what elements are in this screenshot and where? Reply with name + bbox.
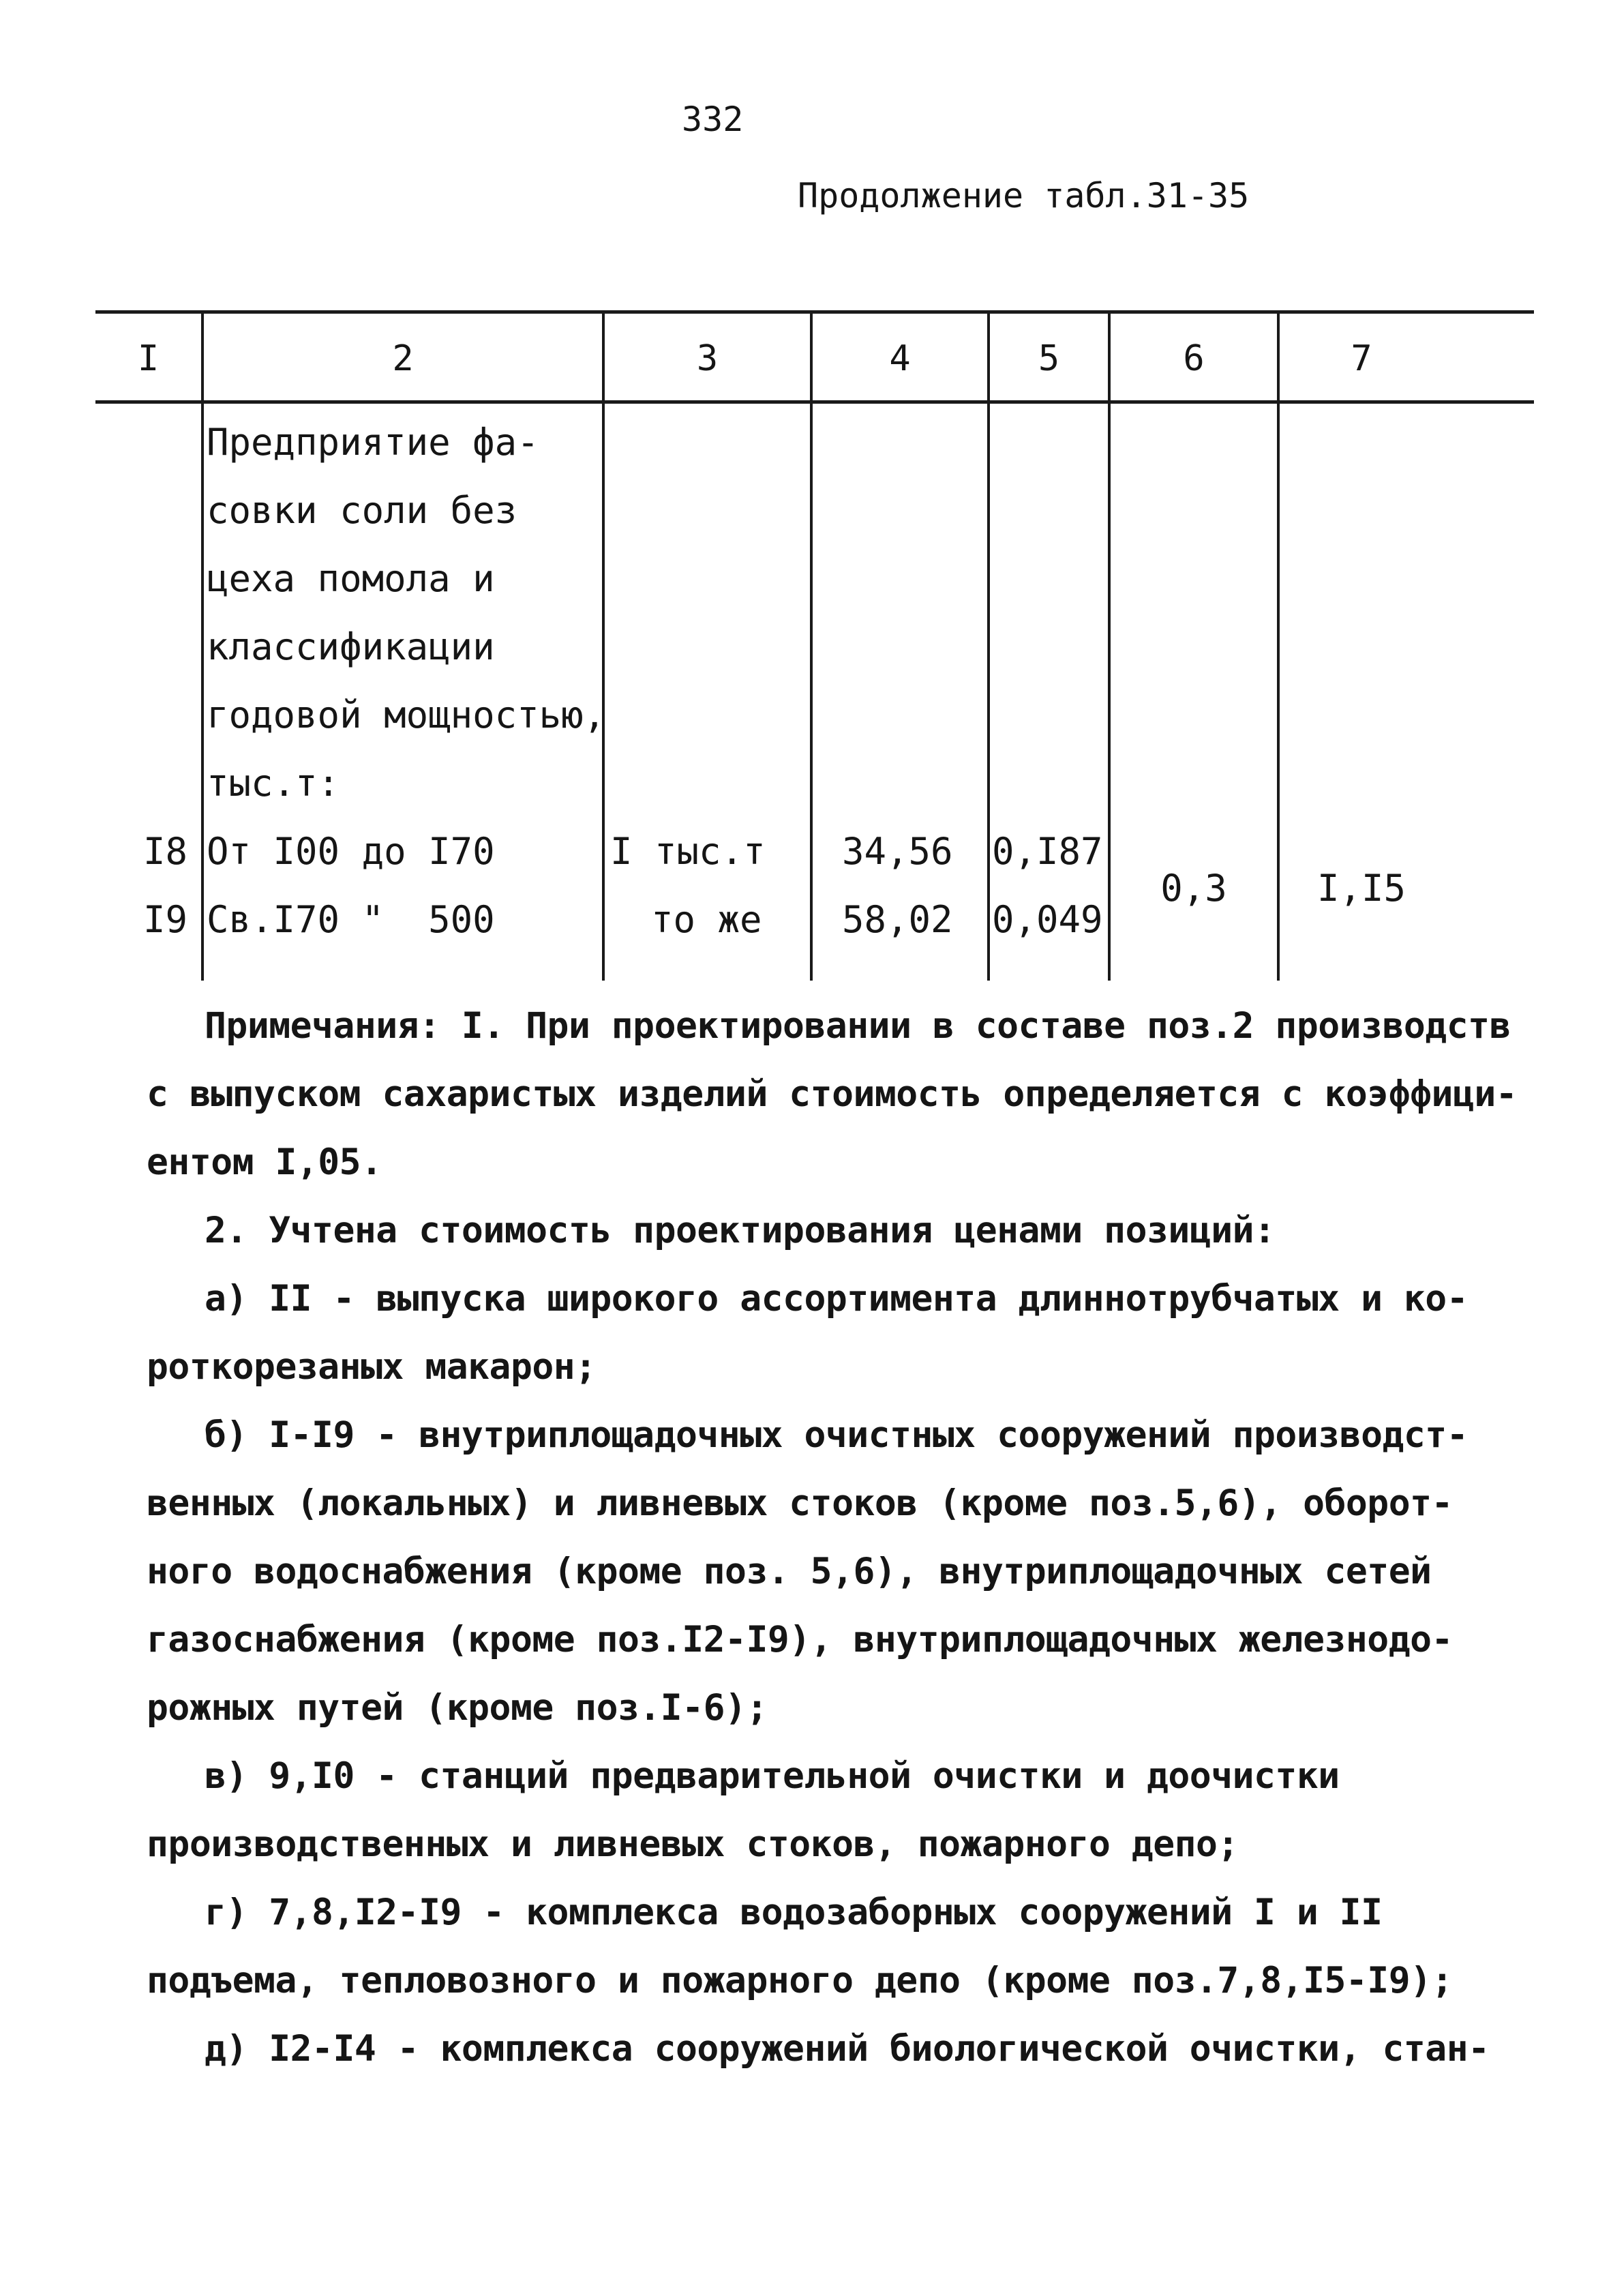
description-line: Предприятие фа- — [207, 421, 539, 464]
table-row-cost: 34,56 — [842, 830, 953, 873]
column-header-5: 5 — [1038, 338, 1060, 379]
note-line: а) II - выпуска широкого ассортимента длиннотрубчатых и ко- — [205, 1278, 1469, 1320]
column-header-3: 3 — [696, 338, 719, 379]
column-header-7: 7 — [1351, 338, 1372, 379]
merged-cell-col6: 0,3 — [1160, 867, 1227, 910]
table-row-number: I8 — [143, 830, 188, 873]
note-line: с выпуском сахаристых изделий стоимость определяется с коэффици- — [147, 1073, 1518, 1115]
description-line: совки соли без — [207, 489, 517, 532]
table-row-cost: 58,02 — [842, 898, 953, 941]
description-line: годовой мощностью, — [207, 694, 606, 736]
note-line: ентом I,05. — [147, 1142, 382, 1183]
column-divider — [987, 314, 990, 981]
description-line: тыс.т: — [207, 762, 340, 805]
note-line: газоснабжения (кроме поз.I2-I9), внутриплощадочных железнодо- — [147, 1619, 1453, 1660]
table-row-coefficient: 0,I87 — [992, 830, 1103, 873]
merged-cell-col7: I,I5 — [1316, 867, 1406, 910]
column-divider — [810, 314, 813, 981]
column-header-4: 4 — [889, 338, 911, 379]
column-header-6: 6 — [1183, 338, 1205, 379]
note-line: рожных путей (кроме поз.I-6); — [147, 1687, 768, 1729]
table-row-number: I9 — [143, 898, 188, 941]
table-row-unit: I тыс.т — [610, 830, 766, 873]
note-line: Примечания: I. При проектировании в составе поз.2 производств — [205, 1005, 1511, 1047]
note-line: 2. Учтена стоимость проектирования ценами позиций: — [205, 1210, 1276, 1251]
table-header-rule — [95, 400, 1534, 404]
column-header-2: 2 — [392, 338, 414, 379]
column-divider — [201, 314, 204, 981]
note-line: в) 9,I0 - станций предварительной очистки и доочистки — [205, 1755, 1340, 1797]
table-row-coefficient: 0,049 — [992, 898, 1103, 941]
table-continuation-label: Продолжение табл.31-35 — [798, 176, 1250, 215]
note-line: г) 7,8,I2-I9 - комплекса водозаборных сооружений I и II — [205, 1892, 1383, 1933]
table-row-name: От I00 до I70 — [207, 830, 495, 873]
description-line: цеха помола и — [207, 557, 495, 600]
table-row-name: Св.I70 " 500 — [207, 898, 495, 941]
page-number: 332 — [682, 100, 744, 139]
column-divider — [602, 314, 605, 981]
column-header-1: I — [137, 338, 160, 379]
table-row-unit: то же — [651, 898, 762, 941]
note-line: подъема, тепловозного и пожарного депо (кроме поз.7,8,I5-I9); — [147, 1960, 1453, 2001]
note-line: производственных и ливневых стоков, пожарного депо; — [147, 1823, 1239, 1865]
table-top-rule — [95, 310, 1534, 314]
note-line: д) I2-I4 - комплекса сооружений биологической очистки, стан- — [205, 2028, 1490, 2070]
description-line: классификации — [207, 625, 495, 668]
note-line: ного водоснабжения (кроме поз. 5,6), внутриплощадочных сетей — [147, 1551, 1432, 1592]
note-line: роткорезаных макарон; — [147, 1346, 597, 1388]
note-line: венных (локальных) и ливневых стоков (кроме поз.5,6), оборот- — [147, 1482, 1453, 1524]
note-line: б) I-I9 - внутриплощадочных очистных сооружений производст- — [205, 1414, 1469, 1456]
